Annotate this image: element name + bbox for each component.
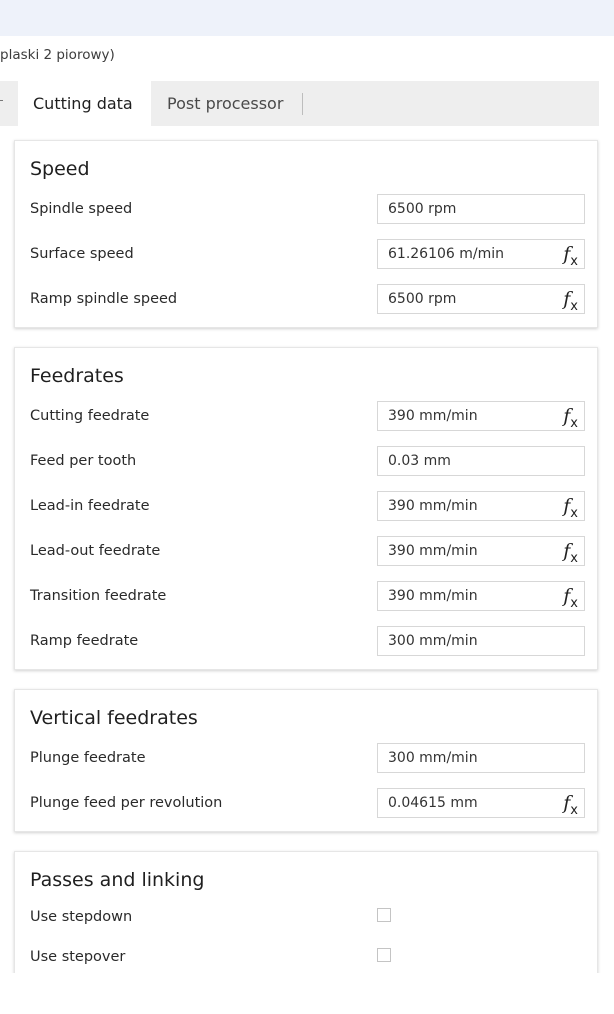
passes-and-linking-panel <box>14 851 598 973</box>
lead-out-feedrate-field[interactable] <box>377 536 585 566</box>
formula-fx-icon[interactable]: $f_x$ <box>563 585 578 611</box>
formula-fx-icon[interactable]: $f_x$ <box>563 288 578 314</box>
formula-fx-icon[interactable]: $f_x$ <box>563 792 578 818</box>
cutting-feedrate-label: Cutting feedrate <box>30 408 150 424</box>
speed-title: Speed <box>30 158 90 180</box>
transition-feedrate-field[interactable] <box>377 581 585 611</box>
ramp-feedrate-field[interactable] <box>377 626 585 656</box>
formula-fx-icon[interactable]: $f_x$ <box>563 243 578 269</box>
ramp-spindle-speed-field[interactable] <box>377 284 585 314</box>
tab-cutting-data[interactable]: Cutting data <box>18 81 151 126</box>
vertical-feedrates-panel <box>14 689 598 832</box>
plunge-feed-per-revolution-label: Plunge feed per revolution <box>30 795 223 811</box>
plunge-feed-per-revolution-field[interactable] <box>377 788 585 818</box>
operation-subtitle: plaski 2 piorowy) <box>0 47 115 63</box>
transition-feedrate-label: Transition feedrate <box>30 588 167 604</box>
formula-fx-icon[interactable]: $f_x$ <box>563 405 578 431</box>
feedrates-title: Feedrates <box>30 365 124 387</box>
spindle-speed-value: 6500 rpm <box>388 201 457 217</box>
ramp-feedrate-label: Ramp feedrate <box>30 633 139 649</box>
ramp-spindle-speed-value: 6500 rpm <box>388 291 457 307</box>
lead-in-feedrate-field[interactable] <box>377 491 585 521</box>
feed-per-tooth-label: Feed per tooth <box>30 453 137 469</box>
plunge-feedrate-value: 300 mm/min <box>388 750 478 766</box>
surface-speed-field[interactable] <box>377 239 585 269</box>
surface-speed-label: Surface speed <box>30 246 134 262</box>
tab-post-processor[interactable]: Post processor <box>167 94 284 113</box>
feed-per-tooth-field[interactable] <box>377 446 585 476</box>
ramp-spindle-speed-label: Ramp spindle speed <box>30 291 178 307</box>
plunge-feedrate-label: Plunge feedrate <box>30 750 146 766</box>
lead-in-feedrate-label: Lead-in feedrate <box>30 498 150 514</box>
lead-in-feedrate-value: 390 mm/min <box>388 498 478 514</box>
speed-panel <box>14 140 598 328</box>
lead-out-feedrate-label: Lead-out feedrate <box>30 543 161 559</box>
plunge-feedrate-field[interactable] <box>377 743 585 773</box>
lead-out-feedrate-value: 390 mm/min <box>388 543 478 559</box>
vertical-feedrates-title: Vertical feedrates <box>30 707 198 729</box>
use-stepdown-checkbox[interactable] <box>377 908 391 922</box>
surface-speed-value: 61.26106 m/min <box>388 246 505 262</box>
passes-and-linking-title: Passes and linking <box>30 869 205 891</box>
feedrates-panel <box>14 347 598 670</box>
transition-feedrate-value: 390 mm/min <box>388 588 478 604</box>
plunge-feed-per-revolution-value: 0.04615 mm <box>388 795 478 811</box>
spindle-speed-label: Spindle speed <box>30 201 133 217</box>
cutting-feedrate-value: 390 mm/min <box>388 408 478 424</box>
use-stepdown-label: Use stepdown <box>30 909 133 925</box>
cutting-feedrate-field[interactable] <box>377 401 585 431</box>
ramp-feedrate-value: 300 mm/min <box>388 633 478 649</box>
feed-per-tooth-value: 0.03 mm <box>388 453 451 469</box>
spindle-speed-field[interactable] <box>377 194 585 224</box>
formula-fx-icon[interactable]: $f_x$ <box>563 495 578 521</box>
use-stepover-label: Use stepover <box>30 949 126 965</box>
formula-fx-icon[interactable]: $f_x$ <box>563 540 578 566</box>
use-stepover-checkbox[interactable] <box>377 948 391 962</box>
